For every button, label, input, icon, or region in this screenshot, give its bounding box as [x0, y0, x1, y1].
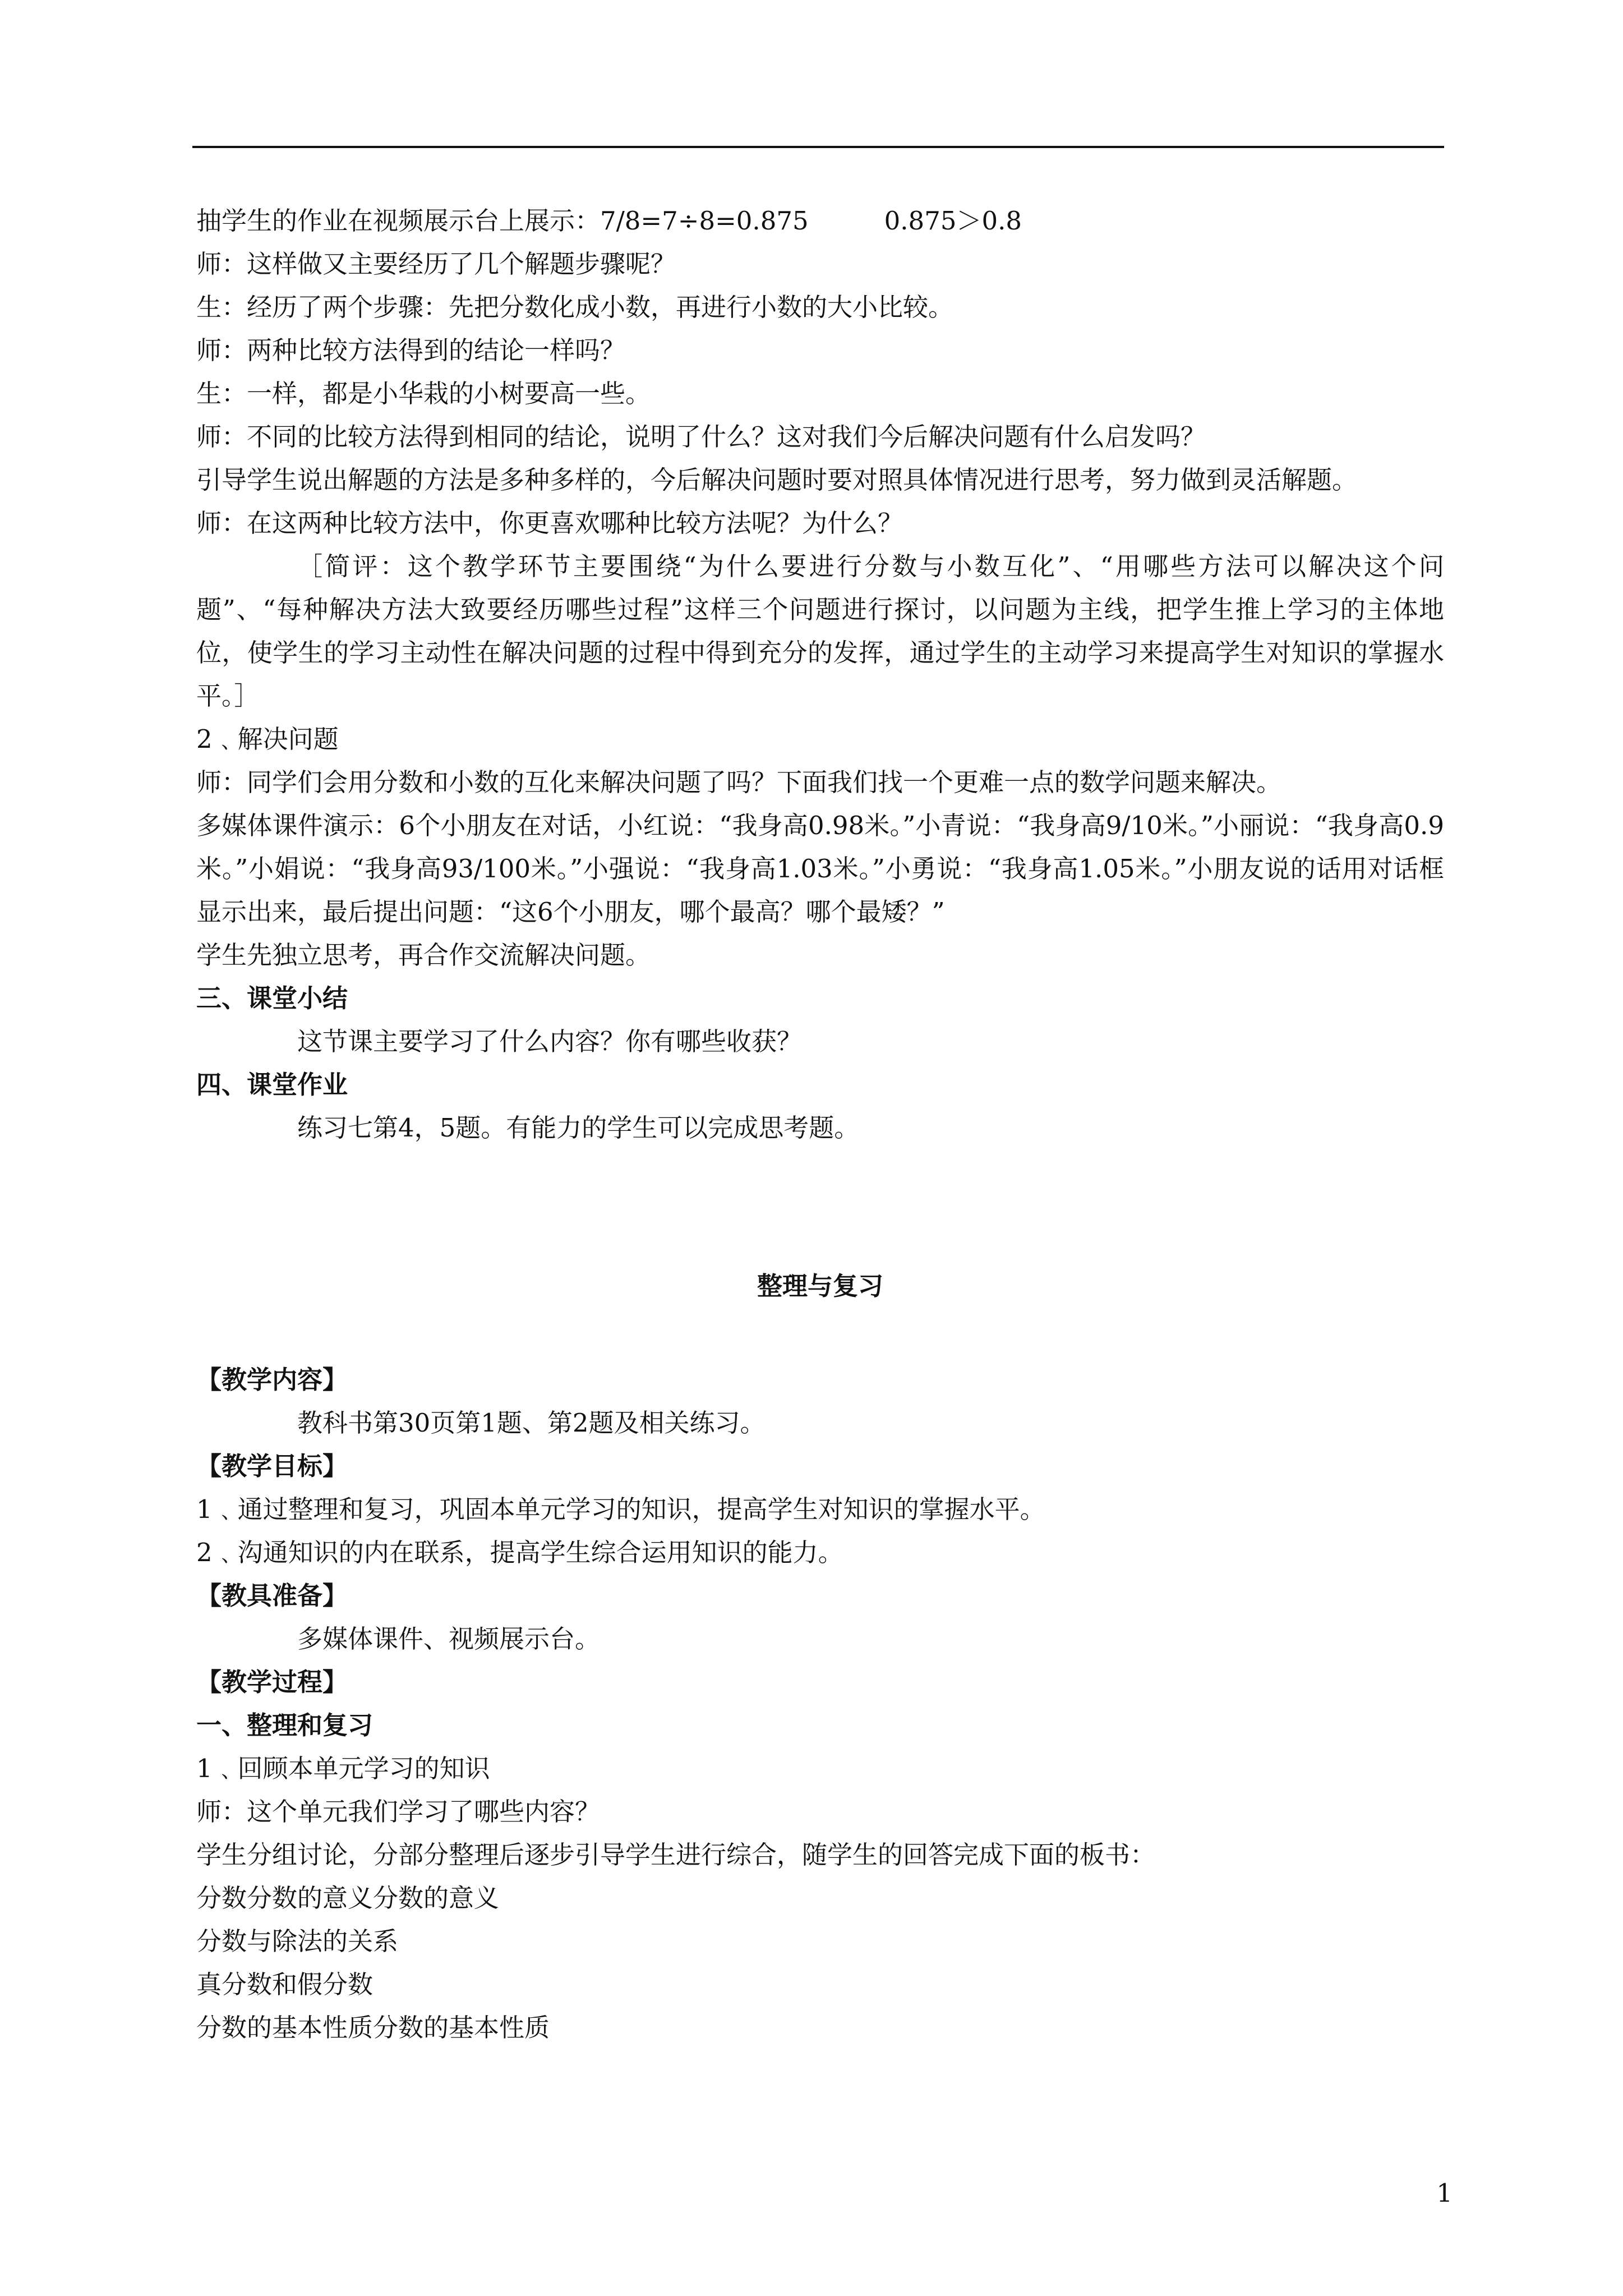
paragraph-teacher-question: 师：不同的比较方法得到相同的结论，说明了什么？这对我们今后解决问题有什么启发吗？	[196, 422, 1206, 452]
paragraph-multimedia-demo: 多媒体课件演示：6个小朋友在对话，小红说：“我身高0.98米。”小青说：“我身高9/10米。”小丽说：“我身高0.9米。”小娟说：“我身高93/100米。”小强说：“我身高1.03米。”小勇说：“我身高1.05米。”小朋友说的话用对话框显示出来，最后提出问题：“这6个小朋友，哪个最高？哪个最矮？”	[196, 811, 1444, 927]
heading-teaching-goals: 【教学目标】	[196, 1451, 348, 1481]
section-title: 整理与复习	[757, 1271, 883, 1301]
paragraph-group-discussion: 学生分组讨论，分部分整理后逐步引导学生进行综合，随学生的回答完成下面的板书：	[196, 1840, 1156, 1870]
paragraph-teacher-question: 师：同学们会用分数和小数的互化来解决问题了吗？下面我们找一个更难一点的数学问题来解决。	[196, 767, 1282, 797]
paragraph-goal-2: 2﹑沟通知识的内在联系，提高学生综合运用知识的能力。	[196, 1538, 843, 1567]
paragraph-goal-1: 1﹑通过整理和复习，巩固本单元学习的知识，提高学生对知识的掌握水平。	[196, 1494, 1045, 1524]
paragraph-summary: 这节课主要学习了什么内容？你有哪些收获？	[297, 1027, 803, 1056]
section-spacer	[196, 1149, 1444, 1264]
board-line-4: 分数的基本性质分数的基本性质	[196, 2013, 550, 2042]
section-spacer	[196, 1308, 1444, 1358]
heading-teaching-process: 【教学过程】	[196, 1667, 348, 1697]
paragraph-teaching-content: 教科书第30页第1题、第2题及相关练习。	[297, 1408, 766, 1438]
heading-review: 一、整理和复习	[196, 1710, 374, 1740]
paragraph-homework: 练习七第4，5题。有能力的学生可以完成思考题。	[297, 1113, 860, 1143]
paragraph-student-answer: 生：经历了两个步骤：先把分数化成小数，再进行小数的大小比较。	[196, 292, 954, 322]
heading-class-summary: 三、课堂小结	[196, 983, 348, 1013]
heading-teaching-content: 【教学内容】	[196, 1365, 348, 1395]
paragraph-teacher-question: 师：两种比较方法得到的结论一样吗？	[196, 335, 626, 365]
paragraph-teacher-question: 师：在这两种比较方法中，你更喜欢哪种比较方法呢？为什么？	[196, 508, 903, 538]
subheading-solve-problem: 2﹑解决问题	[196, 724, 339, 754]
paragraph-teacher-question: 师：这个单元我们学习了哪些内容？	[196, 1797, 601, 1826]
subheading-recall: 1﹑回顾本单元学习的知识	[196, 1754, 490, 1783]
board-line-2: 分数与除法的关系	[196, 1926, 399, 1956]
paragraph-student-answer: 生：一样，都是小华栽的小树要高一些。	[196, 379, 651, 408]
paragraph-student-work: 抽学生的作业在视频展示台上展示：7/8=7÷8=0.875 0.875＞0.8	[196, 206, 1022, 236]
heading-teaching-aids: 【教具准备】	[196, 1581, 348, 1611]
paragraph-student-thinking: 学生先独立思考，再合作交流解决问题。	[196, 940, 651, 970]
paragraph-commentary: ［简评：这个教学环节主要围绕“为什么要进行分数与小数互化”、“用哪些方法可以解决这个问题”、“每种解决方法大致要经历哪些过程”这样三个问题进行探讨，以问题为主线，把学生推上学习的主体地位，使学生的学习主动性在解决问题的过程中得到充分的发挥，通过学生的主动学习来提高学生对知识的掌握水平。］	[196, 551, 1444, 711]
paragraph-teaching-aids: 多媒体课件、视频展示台。	[297, 1624, 601, 1654]
page-number: 1	[1436, 2178, 1453, 2208]
board-line-1: 分数分数的意义分数的意义	[196, 1883, 500, 1913]
heading-class-homework: 四、课堂作业	[196, 1070, 348, 1099]
paragraph-guidance: 引导学生说出解题的方法是多种多样的，今后解决问题时要对照具体情况进行思考，努力做到灵活解题。	[196, 465, 1358, 495]
header-rule	[192, 146, 1444, 148]
paragraph-teacher-question: 师：这样做又主要经历了几个解题步骤呢？	[196, 249, 676, 279]
document-body	[196, 199, 1444, 2049]
board-line-3: 真分数和假分数	[196, 1970, 374, 1999]
